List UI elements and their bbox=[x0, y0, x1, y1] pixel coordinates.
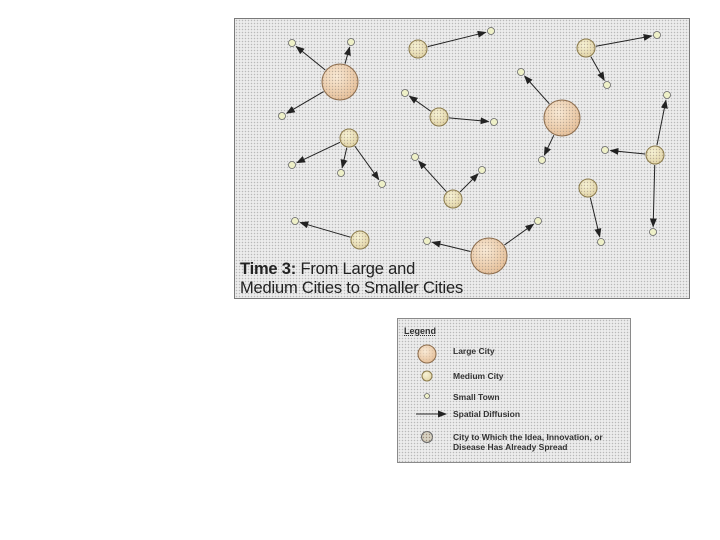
diffusion-arrow bbox=[300, 223, 350, 238]
small-town bbox=[289, 40, 296, 47]
diffusion-arrow bbox=[297, 142, 340, 162]
small-town bbox=[664, 92, 671, 99]
diffusion-map-graphic bbox=[235, 19, 691, 300]
diffusion-arrow bbox=[419, 161, 447, 192]
legend-medium-city-label: Medium City bbox=[453, 371, 504, 381]
diffusion-arrow bbox=[460, 174, 478, 192]
small-town bbox=[539, 157, 546, 164]
small-town bbox=[402, 90, 409, 97]
diffusion-arrow bbox=[296, 46, 325, 70]
legend-large-city-label: Large City bbox=[453, 346, 495, 356]
legend-small-town-label: Small Town bbox=[453, 392, 500, 402]
legend-large-city-dots bbox=[418, 345, 436, 363]
small-town bbox=[379, 181, 386, 188]
caption-time: Time 3: bbox=[240, 260, 297, 278]
small-town bbox=[602, 147, 609, 154]
legend-already-spread-label: City to Which the Idea, Innovation, or Disease Has Already Spread bbox=[453, 432, 603, 452]
spread-city-dots bbox=[579, 179, 597, 197]
spread-city-dots bbox=[444, 190, 462, 208]
small-town bbox=[604, 82, 611, 89]
small-town bbox=[424, 238, 431, 245]
small-town bbox=[488, 28, 495, 35]
diffusion-arrow bbox=[342, 148, 347, 168]
small-town bbox=[535, 218, 542, 225]
small-town bbox=[338, 170, 345, 177]
spread-city-dots bbox=[409, 40, 427, 58]
spread-city-dots bbox=[351, 231, 369, 249]
diffusion-arrow bbox=[653, 165, 655, 227]
diffusion-arrow bbox=[345, 47, 350, 63]
legend-title: Legend bbox=[404, 326, 437, 336]
legend-medium-city-symbol bbox=[422, 371, 432, 381]
spread-city-dots bbox=[577, 39, 595, 57]
spread-city-dots bbox=[340, 129, 358, 147]
diffusion-arrow bbox=[525, 76, 550, 104]
small-town bbox=[292, 218, 299, 225]
caption-line2: Medium Cities to Smaller Cities bbox=[240, 279, 464, 297]
small-town bbox=[289, 162, 296, 169]
legend-spread-city-dots bbox=[422, 432, 433, 443]
diffusion-arrow bbox=[544, 135, 553, 155]
small-town bbox=[279, 113, 286, 120]
small-town bbox=[348, 39, 355, 46]
diffusion-arrow bbox=[287, 92, 324, 114]
diffusion-map bbox=[234, 18, 690, 299]
spread-city-dots bbox=[322, 64, 358, 100]
small-town bbox=[518, 69, 525, 76]
map-caption bbox=[240, 260, 640, 298]
legend-panel bbox=[397, 318, 631, 463]
small-town bbox=[598, 239, 605, 246]
diffusion-arrow bbox=[449, 118, 489, 122]
diffusion-arrow bbox=[432, 242, 470, 251]
diffusion-arrow bbox=[657, 100, 666, 145]
small-town bbox=[491, 119, 498, 126]
diffusion-arrow bbox=[504, 224, 533, 245]
spread-city-dots bbox=[430, 108, 448, 126]
diffusion-arrow bbox=[596, 36, 652, 46]
diffusion-arrow bbox=[428, 32, 486, 46]
legend-small-town-symbol bbox=[425, 394, 430, 399]
small-town bbox=[654, 32, 661, 39]
small-town bbox=[650, 229, 657, 236]
spread-city-dots bbox=[544, 100, 580, 136]
spread-city-dots bbox=[646, 146, 664, 164]
diffusion-arrow bbox=[591, 57, 604, 81]
diffusion-arrow bbox=[590, 198, 599, 237]
caption-line1: From Large and bbox=[300, 260, 416, 278]
small-town bbox=[479, 167, 486, 174]
diffusion-arrow bbox=[610, 151, 645, 154]
legend-spatial-diffusion-label: Spatial Diffusion bbox=[453, 409, 521, 419]
diffusion-arrow bbox=[355, 146, 379, 179]
diffusion-arrow bbox=[409, 96, 430, 111]
small-town bbox=[412, 154, 419, 161]
